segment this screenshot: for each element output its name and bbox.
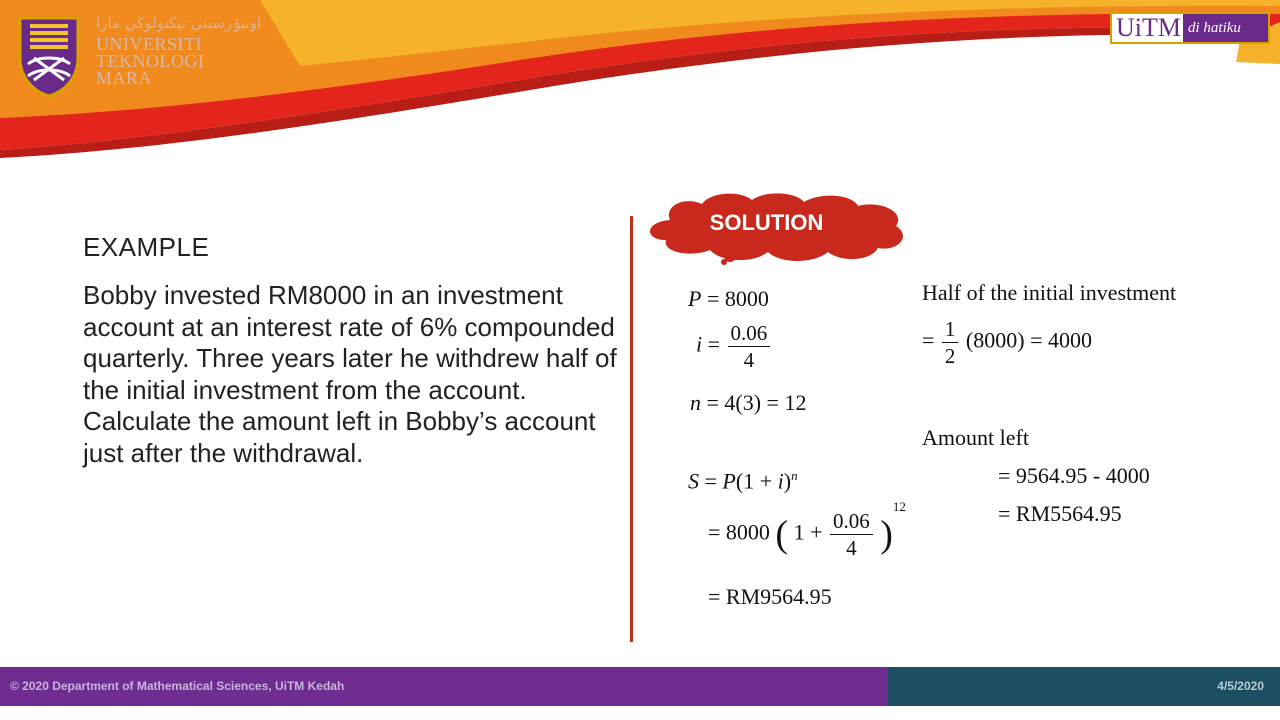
logo-line-1: UNIVERSITI <box>96 34 202 54</box>
eq-half <box>922 316 1092 369</box>
i-denominator: 4 <box>743 348 755 372</box>
example-problem-text: Bobby invested RM8000 in an investment account at an interest rate of 6% compounded quarterly. Three years later he withdrew half of the initial investment from the account. Calculate the amount left in Bobby’s account just after the withdrawal. <box>83 280 617 468</box>
i-fraction <box>728 320 771 373</box>
logo-line-2: TEKNOLOGI <box>96 51 205 71</box>
s-exponent: n <box>791 468 798 483</box>
half-denominator: 2 <box>944 344 956 368</box>
open-paren: ( <box>775 513 789 556</box>
logo-line-3: MARA <box>96 68 153 88</box>
s-open: (1 + <box>735 468 778 494</box>
uitm-brand-badge <box>1110 12 1270 44</box>
half-eq-post: (8000) = 4000 <box>965 327 1092 353</box>
i-numerator: 0.06 <box>728 320 771 347</box>
s-i: i <box>777 468 784 494</box>
n-value: = 4(3) = 12 <box>706 390 807 415</box>
half-eq-pre: = <box>922 327 935 353</box>
eq-rate: i = $\frac{0.06}{4}$ <box>696 320 772 373</box>
sub-fraction <box>830 508 873 561</box>
s-lhs: S <box>688 468 699 494</box>
amount-title: Amount left <box>922 425 1029 450</box>
s-close: ) <box>783 468 792 494</box>
sub-exponent: 12 <box>892 499 906 515</box>
footer-date: 4/5/2020 <box>1217 679 1264 693</box>
eq-compound-substitution <box>708 499 906 561</box>
eq-compound-result: = RM9564.95 <box>708 584 832 609</box>
n-variable: n <box>690 390 701 415</box>
eq-periods <box>690 390 806 416</box>
brand-tagline: di hatiku <box>1183 14 1268 42</box>
eq-compound-formula <box>688 468 798 494</box>
eq-principal <box>688 286 769 312</box>
sub-prefix: = 8000 <box>708 519 770 545</box>
s-p: P <box>722 468 736 494</box>
brand-main-text: UiTM <box>1116 13 1181 42</box>
p-value: = 8000 <box>706 286 769 311</box>
i-variable: i <box>696 331 703 357</box>
sub-numerator: 0.06 <box>830 508 873 535</box>
logo-wordmark <box>96 36 204 87</box>
close-paren: ) <box>880 513 893 556</box>
sub-one-plus: 1 + <box>793 519 823 545</box>
sub-denominator: 4 <box>846 536 857 560</box>
half-title: Half of the initial investment <box>922 280 1177 305</box>
footer-copyright: © 2020 Department of Mathematical Sciences, UiTM Kedah <box>10 679 345 693</box>
column-divider <box>630 216 633 642</box>
amount-line-2: = RM5564.95 <box>998 501 1122 526</box>
uitm-crest-icon <box>14 14 84 98</box>
p-variable: P <box>688 286 702 311</box>
example-heading: EXAMPLE <box>83 232 210 262</box>
half-fraction <box>942 316 959 369</box>
amount-line-1: = 9564.95 - 4000 <box>998 463 1150 488</box>
half-numerator: 1 <box>942 316 959 343</box>
s-eq: = <box>704 468 723 494</box>
solution-label: SOLUTION <box>709 210 824 235</box>
logo-jawi-text: اونيۏرسيتي تيكنولوڬي مارا <box>96 14 262 32</box>
